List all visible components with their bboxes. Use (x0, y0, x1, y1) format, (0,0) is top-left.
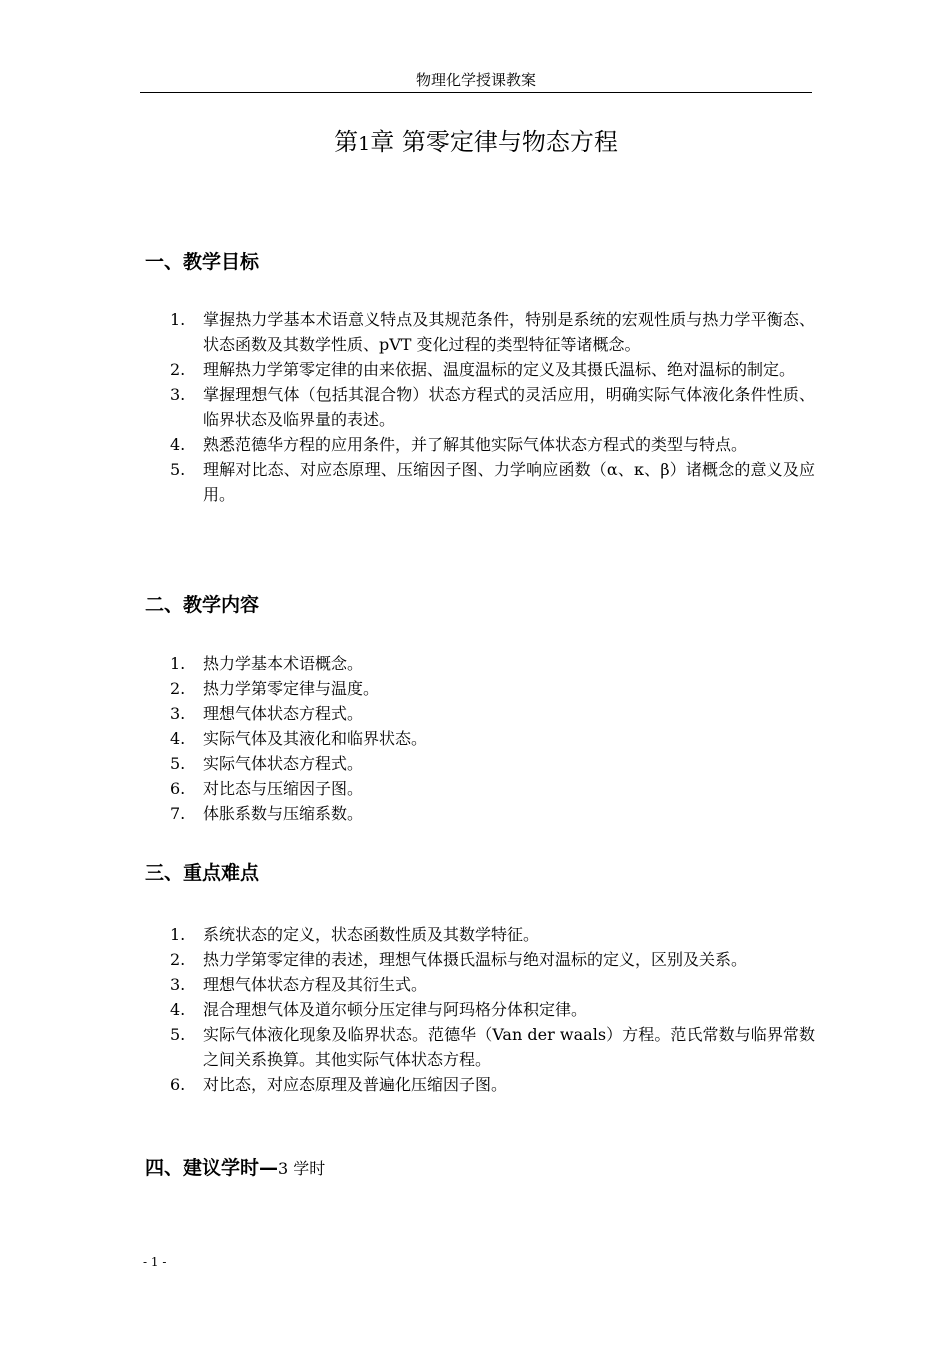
item-text: 热力学基本术语概念。 (203, 654, 364, 673)
list-item (170, 676, 815, 701)
list-item (170, 457, 815, 507)
item-number: 1. (170, 310, 186, 329)
item-text: 实际气体液化现象及临界状态。范德华（Van der waals）方程。范氏常数与临界常数之间关系换算。其他实际气体状态方程。 (203, 1025, 815, 1069)
list-item (170, 801, 815, 826)
list-item (170, 432, 815, 457)
item-number: 4. (170, 729, 186, 748)
item-text: 理想气体状态方程式。 (203, 704, 364, 723)
item-number: 2. (170, 360, 186, 379)
hours-value: 3 学时 (278, 1159, 326, 1178)
list-item (170, 997, 815, 1022)
item-number: 1. (170, 925, 186, 944)
list-item (170, 382, 815, 432)
list-item (170, 972, 815, 997)
item-number: 5. (170, 1025, 186, 1044)
list-item (170, 776, 815, 801)
item-number: 1. (170, 654, 186, 673)
item-text: 对比态与压缩因子图。 (203, 779, 364, 798)
list-item (170, 307, 815, 357)
section-heading-content: 二、教学内容 (145, 594, 260, 616)
item-text: 理解对比态、对应态原理、压缩因子图、力学响应函数（α、κ、β）诸概念的意义及应用。 (203, 460, 815, 504)
item-text: 实际气体状态方程式。 (203, 754, 364, 773)
item-text: 热力学第零定律与温度。 (203, 679, 380, 698)
item-number: 6. (170, 779, 186, 798)
content-list (170, 651, 815, 826)
item-text: 体胀系数与压缩系数。 (203, 804, 364, 823)
item-number: 3. (170, 385, 186, 404)
item-text: 熟悉范德华方程的应用条件，并了解其他实际气体状态方程式的类型与特点。 (203, 435, 748, 454)
item-number: 4. (170, 435, 186, 454)
list-item (170, 701, 815, 726)
section-heading-objectives: 一、教学目标 (145, 251, 260, 273)
item-text: 理想气体状态方程及其衍生式。 (203, 975, 428, 994)
list-item (170, 751, 815, 776)
page-number: - 1 - (143, 1255, 167, 1269)
key-points-list (170, 922, 815, 1097)
chapter-prefix: 第 (334, 128, 359, 156)
item-number: 3. (170, 975, 186, 994)
item-text: 系统状态的定义，状态函数性质及其数学特征。 (203, 925, 540, 944)
item-number: 3. (170, 704, 186, 723)
item-number: 5. (170, 460, 186, 479)
item-text: 理解热力学第零定律的由来依据、温度温标的定义及其摄氏温标、绝对温标的制定。 (203, 360, 796, 379)
objectives-list (170, 307, 815, 507)
item-number: 2. (170, 679, 186, 698)
list-item (170, 1072, 815, 1097)
list-item (170, 1022, 815, 1072)
running-header: 物理化学授课教案 (415, 71, 536, 89)
item-text: 对比态，对应态原理及普遍化压缩因子图。 (203, 1075, 508, 1094)
list-item (170, 357, 815, 382)
list-item (170, 947, 815, 972)
chapter-name: 章 第零定律与物态方程 (370, 128, 618, 156)
item-text: 实际气体及其液化和临界状态。 (203, 729, 428, 748)
list-item (170, 651, 815, 676)
item-text: 混合理想气体及道尔顿分压定律与阿玛格分体积定律。 (203, 1000, 588, 1019)
chapter-number: 1 (358, 133, 371, 155)
item-number: 4. (170, 1000, 186, 1019)
item-number: 2. (170, 950, 186, 969)
section-heading-hours (145, 1155, 325, 1182)
hours-heading-text: 四、建议学时— (145, 1157, 279, 1179)
item-text: 热力学第零定律的表述，理想气体摄氏温标与绝对温标的定义，区别及关系。 (203, 950, 748, 969)
section-heading-key-points: 三、重点难点 (145, 862, 260, 884)
list-item (170, 922, 815, 947)
item-number: 7. (170, 804, 186, 823)
item-number: 6. (170, 1075, 186, 1094)
item-text: 掌握理想气体（包括其混合物）状态方程式的灵活应用，明确实际气体液化条件性质、临界状态及临界量的表述。 (203, 385, 815, 429)
item-text: 掌握热力学基本术语意义特点及其规范条件，特别是系统的宏观性质与热力学平衡态、状态函数及其数学性质、pVT 变化过程的类型特征等诸概念。 (203, 310, 815, 354)
item-number: 5. (170, 754, 186, 773)
header-rule (140, 92, 812, 93)
list-item (170, 726, 815, 751)
chapter-title (0, 126, 952, 160)
